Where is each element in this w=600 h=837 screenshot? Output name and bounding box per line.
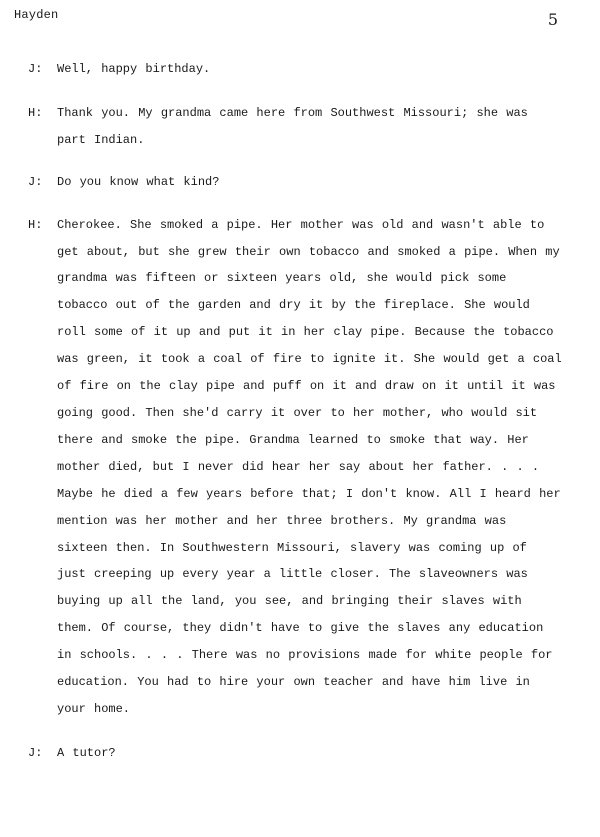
transcript bbox=[28, 56, 563, 767]
transcript-entry bbox=[28, 100, 563, 154]
speaker-label: H: bbox=[28, 105, 43, 120]
entry-text: Well, happy birthday. bbox=[57, 62, 211, 76]
page-header-name: Hayden bbox=[14, 8, 59, 22]
transcript-entry bbox=[28, 740, 563, 767]
speaker-label: H: bbox=[28, 217, 43, 232]
entry-text: Cherokee. She smoked a pipe. Her mother was old and wasn't able to get about, but she grew their own tobacco and smoked a pipe. When my grandma was fifteen or sixteen years old, she would pick some tobacco out of the garden and dry it by the fireplace. She would roll some of it up and put it in her clay pipe. Because the tobacco was green, it took a coal of fire to ignite it. She would get a coal of fire on the clay pipe and puff on it and draw on it until it was going good. Then she'd carry it over to her mother, who would sit there and smoke the pipe. Grandma learned to smoke that way. Her mother died, but I never did hear her say about her father. . . . Maybe he died a few years before that; I don't know. All I heard her mention was her mother and her three brothers. My grandma was sixteen then. In Southwestern Missouri, slavery was coming up of just creeping up every year a little closer. The slaveowners was buying up all the land, you see, and bringing their slaves with them. Of course, they didn't have to give the slaves any education in schools. . . . There was no provisions made for white people for education. You had to hire your own teacher and have him live in your home. bbox=[57, 217, 562, 716]
entry-text: Thank you. My grandma came here from Southwest Missouri; she was part Indian. bbox=[57, 105, 528, 147]
entry-text: Do you know what kind? bbox=[57, 174, 220, 189]
transcript-entry bbox=[28, 169, 563, 196]
page-number: 5 bbox=[547, 10, 558, 29]
entry-text: A tutor? bbox=[57, 745, 116, 760]
speaker-label: J: bbox=[28, 174, 43, 189]
transcript-entry bbox=[28, 212, 563, 723]
speaker-label: J: bbox=[28, 745, 43, 760]
speaker-label: J: bbox=[28, 62, 43, 76]
transcript-entry bbox=[28, 56, 563, 83]
